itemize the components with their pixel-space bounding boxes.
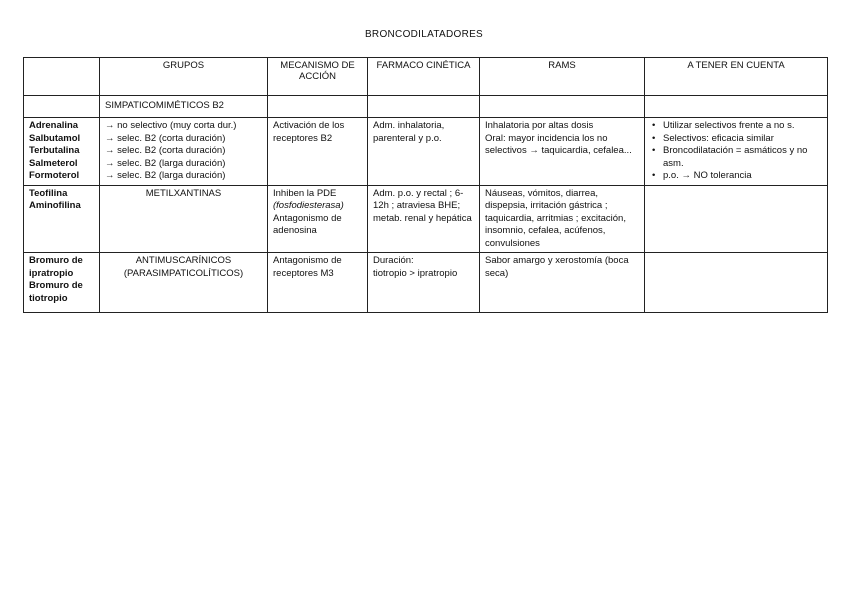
drug-name: Teofilina <box>29 187 68 199</box>
mechanism-text: Activación de los receptores B2 <box>273 120 345 144</box>
drug-name: Salbutamol <box>29 132 81 144</box>
group-line: → selec. B2 (larga duración) <box>105 157 226 169</box>
pharmacokinetics-cell <box>368 118 480 186</box>
section-empty-cell <box>480 96 645 118</box>
group-line: → selec. B2 (corta duración) <box>105 132 226 144</box>
table-row-sympathomimetics <box>24 118 828 186</box>
notes-cell <box>645 253 828 313</box>
section-empty-cell <box>268 96 368 118</box>
drug-name: Bromuro de ipratropio <box>29 255 83 279</box>
mechanism-cell <box>268 118 368 186</box>
mechanism-cell <box>268 185 368 253</box>
notes-cell <box>645 185 828 253</box>
mechanism-cell: Antagonismo de receptores M3 <box>268 253 368 313</box>
groups-cell: METILXANTINAS <box>100 185 268 253</box>
mechanism-line: Inhiben la PDE <box>273 187 337 199</box>
group-line: (PARASIMPATICOLÍTICOS) <box>123 267 244 279</box>
group-line: → selec. B2 (larga duración) <box>105 170 226 181</box>
pk-text: Adm. inhalatoria, parenteral y p.o. <box>373 120 445 144</box>
header-row <box>24 58 828 96</box>
rams-cell <box>480 118 645 186</box>
group-line: ANTIMUSCARÍNICOS <box>135 255 232 266</box>
section-row <box>24 96 828 118</box>
drug-names-cell <box>24 185 100 253</box>
rams-line: Inhalatoria por altas dosis <box>485 120 594 131</box>
drug-name: Formoterol <box>29 170 80 181</box>
section-empty-cell <box>24 96 100 118</box>
header-cell-empty <box>24 58 100 96</box>
mechanism-line: Antagonismo de adenosina <box>273 212 342 236</box>
header-groups: GRUPOS <box>100 58 268 96</box>
list-item: • Utilizar selectivos frente a no s. <box>650 120 822 133</box>
list-item: • p.o. → NO tolerancia <box>650 170 822 183</box>
section-empty-cell <box>368 96 480 118</box>
groups-cell <box>100 253 268 313</box>
section-empty-cell <box>645 96 828 118</box>
document-title: BRONCODILATADORES <box>364 29 484 40</box>
list-item: • Selectivos: eficacia similar <box>650 133 822 146</box>
mechanism-line-italic: (fosfodiesterasa) <box>273 200 344 211</box>
section-label: SIMPATICOMIMÉTICOS B2 <box>100 96 268 118</box>
drug-name: Adrenalina <box>29 120 79 131</box>
notes-cell <box>645 118 828 186</box>
bronchodilators-table <box>23 57 828 313</box>
pharmacokinetics-cell: Adm. p.o. y rectal ; 6-12h ; atraviesa BHE; metab. renal y hepática <box>368 185 480 253</box>
drug-names-cell <box>24 253 100 313</box>
drug-names-cell <box>24 118 100 186</box>
notes-list <box>650 120 822 183</box>
rams-cell: Náuseas, vómitos, diarrea, dispepsia, irritación gástrica ; taquicardia, arritmias ; excitación, insomnio, cefalea, acúfenos, convulsiones <box>480 185 645 253</box>
table-row-methylxanthines <box>24 185 828 253</box>
group-line: → no selectivo (muy corta dur.) <box>105 120 237 131</box>
header-pharmacokinetics: FARMACO CINÉTICA <box>368 58 480 96</box>
rams-cell: Sabor amargo y xerostomía (boca seca) <box>480 253 645 313</box>
group-line: → selec. B2 (corta duración) <box>105 145 226 156</box>
table-row-antimuscarinics <box>24 253 828 313</box>
pharmacokinetics-cell <box>368 253 480 313</box>
header-mechanism: MECANISMO DE ACCIÓN <box>268 58 368 96</box>
groups-cell <box>100 118 268 186</box>
drug-name: Bromuro de tiotropio <box>29 280 83 304</box>
header-notes: A TENER EN CUENTA <box>645 58 828 96</box>
list-item: • Broncodilatación = asmáticos y no asm. <box>650 145 822 170</box>
drug-name: Terbutalina <box>29 145 80 156</box>
rams-line: Oral: mayor incidencia los no selectivos → taquicardia, cefalea... <box>485 132 632 156</box>
drug-name: Salmeterol <box>29 157 78 169</box>
drug-name: Aminofilina <box>29 200 81 211</box>
pk-line: Duración: <box>373 255 414 266</box>
header-rams: RAMS <box>480 58 645 96</box>
pk-line: tiotropio > ipratropio <box>373 267 458 279</box>
